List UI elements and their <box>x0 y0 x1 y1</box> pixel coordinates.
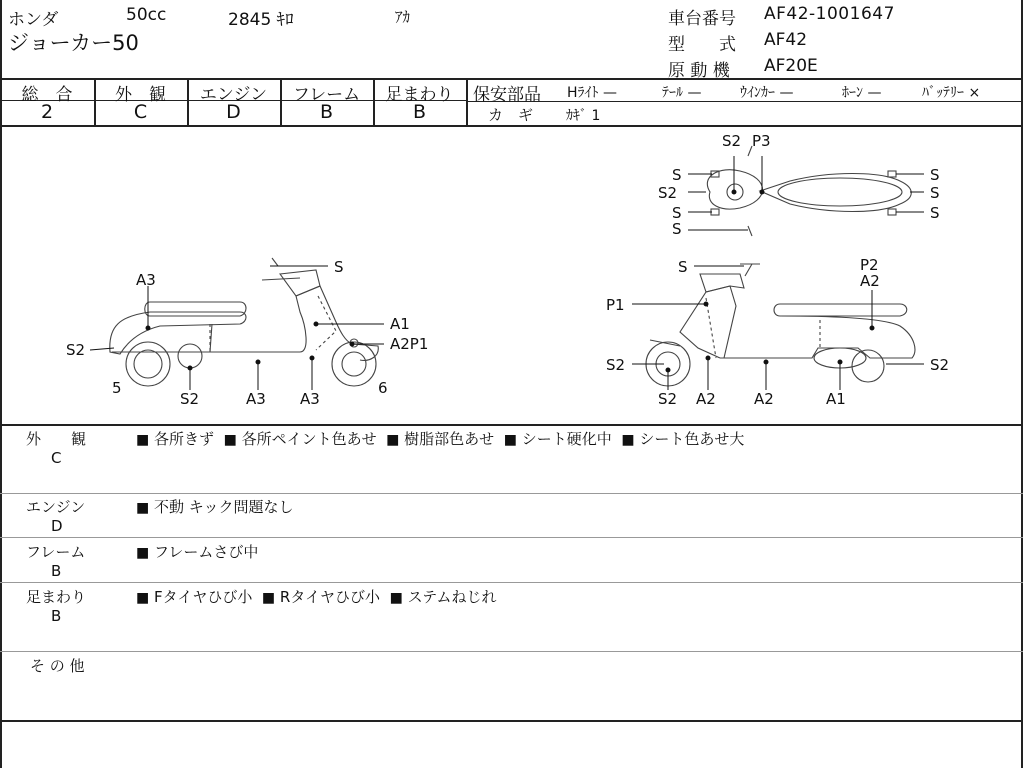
model-name: ジョーカー50 <box>8 31 139 55</box>
engine-value: AF20E <box>764 56 818 76</box>
remark-items-suspension <box>136 586 497 607</box>
type-label: 型 式 <box>668 35 736 55</box>
bullet: ■ <box>223 432 237 448</box>
left-label: S2 <box>180 390 200 408</box>
top-right-label: S <box>930 204 940 222</box>
remark-label-engine: エンジン <box>26 498 86 516</box>
divider-diagram <box>0 424 1023 426</box>
right-label: S2 <box>658 390 678 408</box>
remark-item: Rタイヤひび小 <box>279 588 381 606</box>
key-value: ｶｷﾞ 1 <box>566 108 601 124</box>
top-label: S2 <box>722 132 742 150</box>
left-label: A1 <box>390 315 410 333</box>
bullet: ■ <box>136 545 150 561</box>
remark-divider <box>0 537 1023 538</box>
grade-value-suspension: B <box>412 101 427 123</box>
left-label: A3 <box>136 271 156 289</box>
safety-taillight: ﾃｰﾙ — <box>662 85 702 101</box>
remark-item: フレームさび中 <box>154 543 259 561</box>
top-view-drawing <box>707 146 911 236</box>
grade-label-suspension: 足まわり <box>385 85 454 105</box>
remark-label-other: そ の 他 <box>30 657 85 675</box>
safety-horn: ﾎｰﾝ — <box>842 85 882 101</box>
right-label: A2 <box>754 390 774 408</box>
bullet: ■ <box>621 432 635 448</box>
top-right-label: S <box>930 184 940 202</box>
right-label: S2 <box>930 356 950 374</box>
left-label: A2P1 <box>390 335 429 353</box>
remark-divider <box>0 651 1023 652</box>
remark-divider-bottom <box>0 720 1023 722</box>
top-label: P3 <box>752 132 771 150</box>
bullet: ■ <box>136 590 150 606</box>
frame-no-label: 車台番号 <box>668 9 736 29</box>
remark-item: シート色あせ大 <box>639 430 745 448</box>
top-right-label: S <box>930 166 940 184</box>
right-label: A1 <box>826 390 846 408</box>
remark-grade-suspension: B <box>51 607 62 625</box>
remark-item: ステムねじれ <box>407 588 497 606</box>
remark-label-exterior: 外 観 <box>26 430 87 448</box>
grade-value-frame: B <box>319 101 334 123</box>
damage-diagram <box>0 126 1022 423</box>
remark-label-frame: フレーム <box>26 543 86 561</box>
grade-label-frame: フレーム <box>292 85 361 105</box>
remark-divider <box>0 582 1023 583</box>
safety-label: 保安部品 <box>473 85 541 105</box>
displacement: 50cc <box>126 5 167 25</box>
remark-grade-frame: B <box>51 562 62 580</box>
left-label: 6 <box>378 379 388 397</box>
type-value: AF42 <box>764 30 808 50</box>
remark-items-frame <box>136 541 258 562</box>
top-label: S2 <box>658 184 678 202</box>
safety-winker: ｳｲﾝｶｰ — <box>740 85 794 101</box>
right-label: S <box>678 258 688 276</box>
color: ｱｶ <box>395 8 411 26</box>
remark-items-exterior <box>136 428 744 449</box>
left-label: A3 <box>300 390 320 408</box>
maker: ホンダ <box>8 10 59 30</box>
remark-item: シート硬化中 <box>521 430 612 448</box>
right-label: A2 <box>696 390 716 408</box>
bullet: ■ <box>389 590 403 606</box>
engine-label: 原 動 機 <box>668 61 730 81</box>
mileage: 2845 ｷﾛ <box>228 10 294 30</box>
right-label: S2 <box>606 356 626 374</box>
remark-label-suspension: 足まわり <box>26 588 87 606</box>
frame-no: AF42-1001647 <box>764 4 895 24</box>
grade-value-overall: 2 <box>40 101 54 123</box>
remark-grade-exterior: C <box>51 449 62 467</box>
left-label: S2 <box>66 341 86 359</box>
key-label: カ ギ <box>488 106 534 124</box>
top-label: S <box>672 220 682 238</box>
grade-value-engine: D <box>226 101 241 123</box>
bullet: ■ <box>261 590 276 606</box>
remark-item: 各所ペイント色あせ <box>241 430 377 448</box>
top-label: S <box>672 204 682 222</box>
remark-item: 樹脂部色あせ <box>404 430 495 448</box>
right-label: P1 <box>606 296 625 314</box>
remark-item: Fタイヤひび小 <box>154 588 253 606</box>
bullet: ■ <box>136 500 150 516</box>
remark-grade-engine: D <box>51 517 63 535</box>
safety-headlight: Hﾗｲﾄ — <box>567 85 617 101</box>
bullet: ■ <box>503 432 517 448</box>
remark-divider <box>0 493 1023 494</box>
right-label: A2 <box>860 272 880 290</box>
left-label: A3 <box>246 390 266 408</box>
remark-item: 不動 キック問題なし <box>154 498 294 516</box>
safety-battery: ﾊﾞｯﾃﾘｰ × <box>922 85 981 101</box>
left-label: S <box>334 258 344 276</box>
bullet: ■ <box>136 432 150 448</box>
remark-item: 各所きず <box>154 430 215 448</box>
grade-label-exterior: 外 観 <box>115 85 166 105</box>
bullet: ■ <box>386 432 400 448</box>
grade-label-overall: 総 合 <box>21 85 73 105</box>
grade-value-exterior: C <box>133 101 148 123</box>
left-label: 5 <box>112 379 122 397</box>
right-label: P2 <box>860 256 879 274</box>
remark-items-engine <box>136 496 294 517</box>
grade-label-engine: エンジン <box>199 85 268 105</box>
top-label: S <box>672 166 682 184</box>
